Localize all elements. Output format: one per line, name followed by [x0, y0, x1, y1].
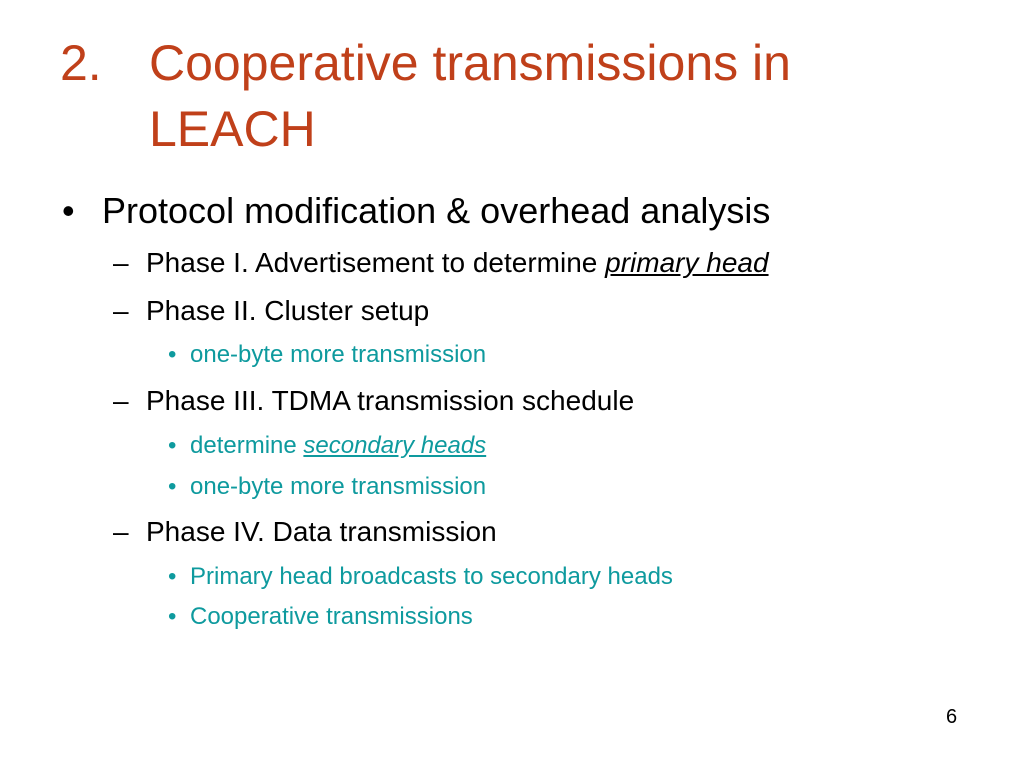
bullet-marker: •	[168, 432, 177, 459]
bullet-level2	[113, 515, 497, 549]
title-line-2: LEACH	[149, 101, 316, 157]
bullet-level3	[168, 340, 486, 370]
bullet-level3	[168, 472, 486, 502]
bullet-marker: •	[168, 341, 177, 368]
bullet-level2	[113, 246, 769, 280]
page-number: 6	[946, 706, 958, 728]
bullet-marker: •	[168, 563, 177, 590]
bullet-text: determine	[190, 432, 304, 459]
bullet-level3	[168, 431, 486, 461]
bullet-level2	[113, 294, 429, 328]
title-line-1: Cooperative transmissions in	[149, 35, 791, 91]
emphasis-text: secondary heads	[303, 432, 487, 459]
bullet-text: Phase I. Advertisement to determine	[146, 247, 606, 278]
dash-marker: –	[113, 516, 129, 547]
bullet-marker: •	[168, 473, 177, 500]
bullet-text: Phase II. Cluster setup	[146, 295, 430, 326]
bullet-marker: •	[168, 603, 177, 630]
bullet-text: Phase IV. Data transmission	[146, 516, 497, 547]
bullet-level3	[168, 562, 673, 592]
bullet-level3	[168, 602, 473, 632]
bullet-level1	[62, 190, 770, 232]
title-number: 2.	[60, 35, 102, 91]
dash-marker: –	[113, 385, 129, 416]
bullet-text: one-byte more transmission	[190, 341, 487, 368]
bullet-level2	[113, 384, 634, 418]
bullet-text: one-byte more transmission	[190, 473, 487, 500]
title-text	[149, 30, 949, 162]
bullet-text: Protocol modification & overhead analysis	[102, 190, 771, 231]
emphasis-text: primary head	[605, 247, 769, 278]
dash-marker: –	[113, 247, 129, 278]
bullet-text: Primary head broadcasts to secondary heads	[190, 563, 673, 590]
dash-marker: –	[113, 295, 129, 326]
bullet-text: Phase III. TDMA transmission schedule	[146, 385, 635, 416]
bullet-marker: •	[62, 190, 75, 231]
bullet-text: Cooperative transmissions	[190, 603, 473, 630]
